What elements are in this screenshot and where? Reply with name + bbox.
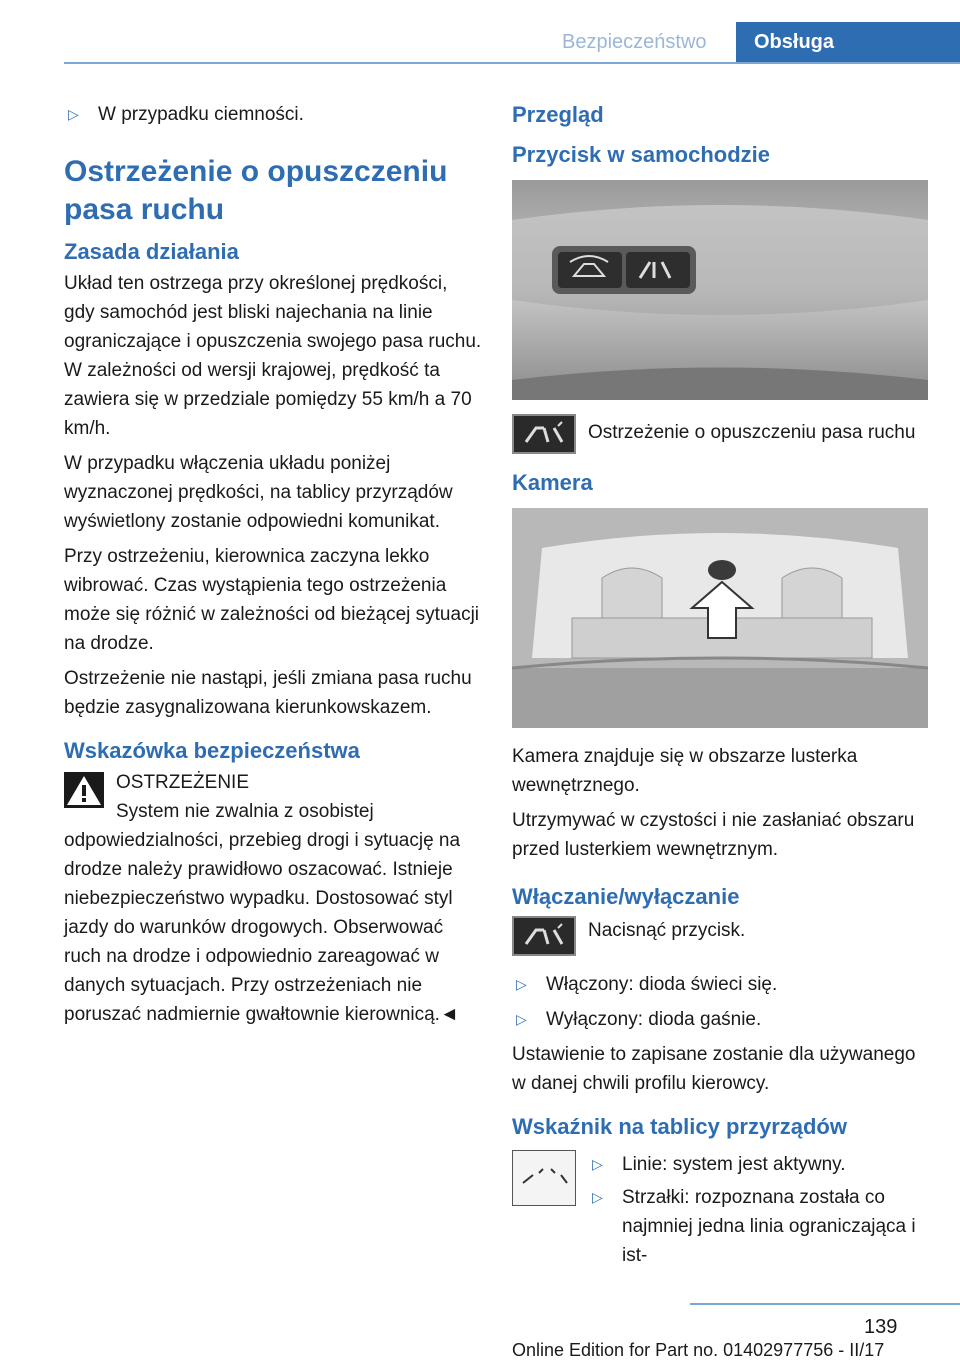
button-caption: Ostrzeżenie o opuszczeniu pasa ruchu [588,422,916,443]
onoff-row [512,916,930,956]
section-title-overview: Przegląd [512,102,604,127]
triangle-bullet-icon: ▷ [592,1189,603,1205]
paragraph: Ostrzeżenie nie nastąpi, jeśli zmiana pasa ruchu będzie zasygnalizowana kierunkowskazem. [64,668,472,718]
subsection-onoff: Włączanie/wyłączanie [512,884,740,909]
paragraph: Ustawienie to zapisane zostanie dla używanego w danej chwili profilu kierowcy. [512,1044,916,1094]
list-item: ▷ Strzałki: rozpoznana została co najmniej jedna linia ograniczająca i ist- [588,1183,930,1270]
lane-indicator-icon [512,1150,576,1206]
triangle-bullet-icon: ▷ [68,106,79,122]
list-item: ▷ W przypadku ciemności. [64,100,482,129]
warning-triangle-icon [64,772,104,808]
page-number: 139 [864,1316,898,1338]
button-legend [512,414,930,454]
warning-block [64,768,482,797]
subsection-principle: Zasada działania [64,239,239,264]
paragraph: Utrzymywać w czystości i nie zasłaniać obszaru przed lusterkiem wewnętrznym. [512,810,915,860]
camera-photo [512,508,928,728]
edition-note: Online Edition for Part no. 01402977756 - II/17 [512,1340,885,1360]
list-item: ▷ Włączony: dioda świeci się. [512,970,930,999]
subsection-indicator: Wskaźnik na tablicy przyrządów [512,1114,847,1139]
tab-operation[interactable]: Obsługa [736,22,960,62]
section-title: Ostrzeżenie o opuszczeniu pasa ruchu [64,155,448,226]
subsection-safety: Wskazówka bezpieczeństwa [64,738,360,763]
triangle-bullet-icon: ▷ [592,1156,603,1172]
header-rule [64,62,960,64]
button-photo [512,180,928,400]
paragraph: W przypadku włączenia układu poniżej wyznaczonej prędkości, na tablicy przyrządów wyświetlony zostanie odpowiedni komunikat. [64,453,453,532]
left-column [64,100,482,1035]
onoff-instruction: Nacisnąć przycisk. [588,920,746,941]
lane-departure-button-icon [512,414,576,454]
warning-text: System nie zwalnia z osobistej odpowiedzialności, przebieg drogi i sytuację na drodze należy prawidłowo oszacować. Istnieje niebezpieczeństwo wypadku. Dostosować styl jazdy do warunków drogowych. Obserwować ruch na drodze i odpowiednio zareagować w danych sytuacjach. Przy ostrzeżeniach nie poruszać nadmiernie gwałtownie kierownicą.◄ [64,801,461,1025]
paragraph: Kamera znajduje się w obszarze lusterka wewnętrznego. [512,746,858,796]
warning-title: OSTRZEŻENIE [116,772,250,793]
subsection-camera: Kamera [512,470,593,495]
triangle-bullet-icon: ▷ [516,1011,527,1027]
lane-departure-button-icon [512,916,576,956]
indicator-list [588,1150,930,1270]
triangle-bullet-icon: ▷ [516,976,527,992]
list-item: ▷ Wyłączony: dioda gaśnie. [512,1005,930,1034]
right-column [512,100,930,1280]
paragraph: Przy ostrzeżeniu, kierownica zaczyna lekko wibrować. Czas wystąpienia tego ostrzeżenia może się różnić w zależności od bieżącej sytuacji na drodze. [64,546,480,654]
footer-rule [690,1303,960,1305]
subsection-button: Przycisk w samochodzie [512,142,770,167]
paragraph: Układ ten ostrzega przy określonej prędkości, gdy samochód jest bliski najechania na linie ograniczające i opuszczenia swojego pasa ruchu. W zależności od wersji krajowej, prędkość ta zawiera się w przedziale pomiędzy 55 km/h a 70 km/h. [64,273,482,439]
tab-safety[interactable]: Bezpieczeństwo [562,31,707,53]
indicator-row [512,1150,930,1270]
list-item: ▷ Linie: system jest aktywny. [588,1150,930,1179]
